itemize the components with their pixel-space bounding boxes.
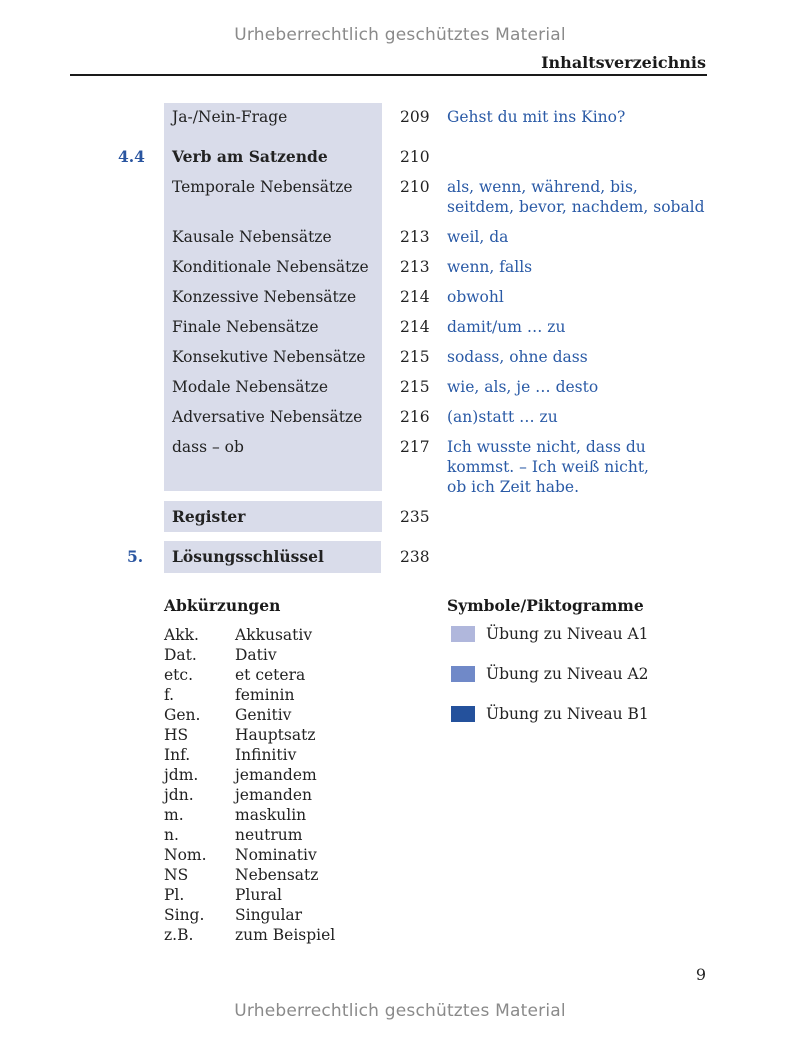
abbreviation: NS xyxy=(164,866,189,884)
abbreviation: m. xyxy=(164,806,184,824)
toc-topic: Lösungsschlüssel xyxy=(172,547,324,566)
abbreviation: Dat. xyxy=(164,646,197,664)
abbreviation-meaning: Nominativ xyxy=(235,846,317,864)
toc-example: weil, da xyxy=(447,228,509,246)
list-item xyxy=(164,625,464,645)
toc-page: 210 xyxy=(400,148,430,166)
list-item xyxy=(164,905,464,925)
toc-topic: Modale Nebensätze xyxy=(172,378,328,396)
toc-example: damit/um … zu xyxy=(447,318,566,336)
abbreviation-meaning: Hauptsatz xyxy=(235,726,316,744)
toc-example: Ich wusste nicht, dass du kommst. – Ich weiß nicht, ob ich Zeit habe. xyxy=(447,438,649,496)
toc-number: 5. xyxy=(127,547,144,566)
toc-page: 215 xyxy=(400,378,430,396)
list-item xyxy=(164,845,464,865)
toc-page: 217 xyxy=(400,438,430,456)
symbol-label: Übung zu Niveau B1 xyxy=(486,705,649,723)
toc-topic: Register xyxy=(172,507,246,526)
abbreviation-meaning: neutrum xyxy=(235,826,303,844)
list-item xyxy=(164,745,464,765)
toc-topic: Ja-/Nein-Frage xyxy=(172,108,288,126)
toc-page: 210 xyxy=(400,178,430,196)
toc-topic: Konsekutive Nebensätze xyxy=(172,348,366,366)
toc-topic: Konzessive Nebensätze xyxy=(172,288,357,306)
toc-topic: Temporale Nebensätze xyxy=(172,178,353,196)
abbreviation: jdn. xyxy=(164,786,194,804)
abbreviation: Akk. xyxy=(164,626,199,644)
toc-topic: Verb am Satzende xyxy=(172,147,328,166)
abbreviation-meaning: Infinitiv xyxy=(235,746,297,764)
abbreviation-meaning: Plural xyxy=(235,886,282,904)
toc-page: 209 xyxy=(400,108,430,126)
abbreviations-list xyxy=(164,625,464,945)
toc-page: 238 xyxy=(400,548,430,566)
abbreviation-meaning: Genitiv xyxy=(235,706,292,724)
toc-page: 235 xyxy=(400,508,430,526)
list-item xyxy=(164,645,464,665)
list-item xyxy=(164,825,464,845)
abbreviation-meaning: Singular xyxy=(235,906,303,924)
abbreviation-meaning: zum Beispiel xyxy=(235,926,336,944)
page-number: 9 xyxy=(695,965,706,984)
toc-topic: Kausale Nebensätze xyxy=(172,228,332,246)
toc-example: sodass, ohne dass xyxy=(447,348,588,366)
abbreviation: HS xyxy=(164,726,189,744)
abbreviation-meaning: jemandem xyxy=(235,766,317,784)
level-b1-swatch xyxy=(451,706,475,722)
toc-topic: Adversative Nebensätze xyxy=(172,408,363,426)
toc-topic: Finale Nebensätze xyxy=(172,318,319,336)
toc-page: 214 xyxy=(400,288,430,306)
abbreviation-meaning: jemanden xyxy=(235,786,312,804)
abbreviation: Inf. xyxy=(164,746,191,764)
abbreviation: n. xyxy=(164,826,179,844)
abbreviation-meaning: maskulin xyxy=(235,806,307,824)
toc-example: obwohl xyxy=(447,288,504,306)
list-item xyxy=(164,685,464,705)
list-item xyxy=(164,785,464,805)
toc-example: wenn, falls xyxy=(447,258,533,276)
abbreviation: f. xyxy=(164,686,175,704)
toc-topic: dass – ob xyxy=(172,438,244,456)
list-item xyxy=(164,885,464,905)
abbreviation: jdm. xyxy=(164,766,199,784)
page-header-title: Inhaltsverzeichnis xyxy=(541,53,706,72)
abbreviation-meaning: Dativ xyxy=(235,646,277,664)
toc-page: 215 xyxy=(400,348,430,366)
abbreviation-meaning: Akkusativ xyxy=(235,626,313,644)
watermark-top: Urheberrechtlich geschütztes Material xyxy=(234,25,566,45)
toc-topic: Konditionale Nebensätze xyxy=(172,258,369,276)
abbreviation-meaning: feminin xyxy=(235,686,295,704)
toc-example: (an)statt … zu xyxy=(447,408,558,426)
abbreviation: etc. xyxy=(164,666,194,684)
abbreviation-meaning: Nebensatz xyxy=(235,866,319,884)
list-item xyxy=(164,925,464,945)
toc-page: 213 xyxy=(400,258,430,276)
abbreviations-title: Abkürzungen xyxy=(164,596,281,615)
symbol-label: Übung zu Niveau A2 xyxy=(486,665,649,683)
toc-number: 4.4 xyxy=(118,147,145,166)
abbreviation: Nom. xyxy=(164,846,207,864)
abbreviation: z.B. xyxy=(164,926,194,944)
watermark-bottom: Urheberrechtlich geschütztes Material xyxy=(234,1001,566,1021)
toc-page: 214 xyxy=(400,318,430,336)
toc-page: 216 xyxy=(400,408,430,426)
toc-example: Gehst du mit ins Kino? xyxy=(447,108,626,126)
abbreviation: Sing. xyxy=(164,906,205,924)
list-item xyxy=(164,765,464,785)
symbols-title: Symbole/Piktogramme xyxy=(447,596,644,615)
header-rule xyxy=(70,74,707,76)
list-item xyxy=(164,665,464,685)
list-item xyxy=(164,865,464,885)
list-item xyxy=(164,705,464,725)
toc-example: wie, als, je … desto xyxy=(447,378,599,396)
list-item xyxy=(164,725,464,745)
level-a2-swatch xyxy=(451,666,475,682)
abbreviation: Pl. xyxy=(164,886,185,904)
toc-page: 213 xyxy=(400,228,430,246)
symbol-label: Übung zu Niveau A1 xyxy=(486,625,649,643)
list-item xyxy=(164,805,464,825)
abbreviation-meaning: et cetera xyxy=(235,666,306,684)
level-a1-swatch xyxy=(451,626,475,642)
toc-example: als, wenn, während, bis, seitdem, bevor, nachdem, sobald xyxy=(447,178,705,216)
abbreviation: Gen. xyxy=(164,706,201,724)
